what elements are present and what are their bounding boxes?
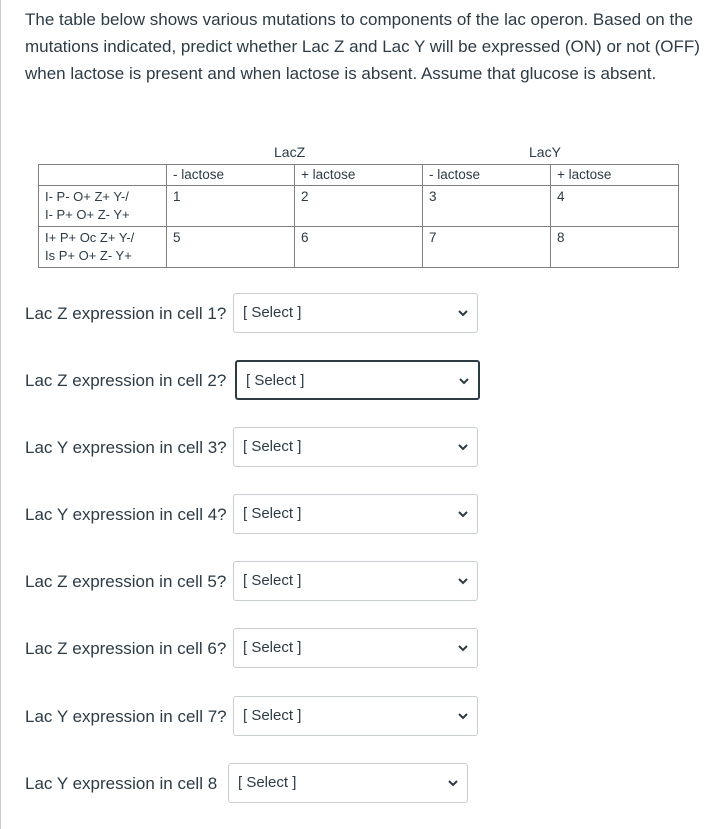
question-label: Lac Z expression in cell 2? xyxy=(25,371,227,390)
select-value: [ Select ] xyxy=(243,438,302,455)
cell-3-select[interactable] xyxy=(233,427,478,467)
cell-number: 6 xyxy=(295,227,423,268)
chevron-down-icon xyxy=(458,375,470,387)
question-label: Lac Z expression in cell 1? xyxy=(25,304,227,323)
genotype-line: I- P- O+ Z+ Y-/ xyxy=(45,189,129,204)
genotype-cell xyxy=(39,186,167,227)
cell-7-select[interactable] xyxy=(233,696,478,736)
select-value: [ Select ] xyxy=(238,774,297,791)
chevron-down-icon xyxy=(457,307,469,319)
cell-number: 2 xyxy=(295,186,423,227)
cell-number: 7 xyxy=(423,227,551,268)
data-grid xyxy=(38,164,679,268)
genotype-line: I- P+ O+ Z- Y+ xyxy=(45,207,130,222)
empty-header-cell xyxy=(39,165,167,186)
question-label: Lac Y expression in cell 8 xyxy=(25,774,218,793)
cell-4-select[interactable] xyxy=(233,494,478,534)
table-group-headers xyxy=(38,140,678,164)
cell-number: 1 xyxy=(167,186,295,227)
genotype-line: I+ P+ Oc Z+ Y-/ xyxy=(45,230,135,245)
lacy-group-header: LacY xyxy=(529,144,561,160)
chevron-down-icon xyxy=(457,642,469,654)
lacz-group-header: LacZ xyxy=(274,144,306,160)
sub-header: - lactose xyxy=(423,165,551,186)
cell-2-select[interactable] xyxy=(235,360,480,400)
cell-number: 3 xyxy=(423,186,551,227)
cell-8-select[interactable] xyxy=(228,763,468,803)
select-value: [ Select ] xyxy=(243,304,302,321)
chevron-down-icon xyxy=(457,710,469,722)
cell-number: 8 xyxy=(551,227,679,268)
chevron-down-icon xyxy=(447,777,459,789)
question-label: Lac Y expression in cell 3? xyxy=(25,438,227,457)
chevron-down-icon xyxy=(457,508,469,520)
sub-header-row xyxy=(39,165,679,186)
question-label: Lac Y expression in cell 7? xyxy=(25,707,227,726)
cell-1-select[interactable] xyxy=(233,293,478,333)
select-value: [ Select ] xyxy=(243,707,302,724)
cell-5-select[interactable] xyxy=(233,561,478,601)
chevron-down-icon xyxy=(457,575,469,587)
genotype-line: Is P+ O+ Z- Y+ xyxy=(45,248,132,263)
genotype-cell xyxy=(39,227,167,268)
table-row xyxy=(39,186,679,227)
select-value: [ Select ] xyxy=(243,505,302,522)
sub-header: - lactose xyxy=(167,165,295,186)
select-value: [ Select ] xyxy=(243,639,302,656)
chevron-down-icon xyxy=(457,441,469,453)
question-label: Lac Z expression in cell 6? xyxy=(25,639,227,658)
table-row xyxy=(39,227,679,268)
select-value: [ Select ] xyxy=(243,572,302,589)
mutation-table xyxy=(38,140,678,268)
sub-header: + lactose xyxy=(295,165,423,186)
question-text: The table below shows various mutations to components of the lac operon. Based on the mutations indicated, predict whether Lac Z and Lac Y will be expressed (ON) or not (OFF) when lactose is present and when lactose is absent. Assume that glucose is absent. xyxy=(25,10,700,83)
cell-6-select[interactable] xyxy=(233,628,478,668)
select-value: [ Select ] xyxy=(246,372,305,389)
sub-header: + lactose xyxy=(551,165,679,186)
cell-number: 5 xyxy=(167,227,295,268)
question-label: Lac Z expression in cell 5? xyxy=(25,572,227,591)
cell-number: 4 xyxy=(551,186,679,227)
left-border xyxy=(0,0,1,829)
question-label: Lac Y expression in cell 4? xyxy=(25,505,227,524)
